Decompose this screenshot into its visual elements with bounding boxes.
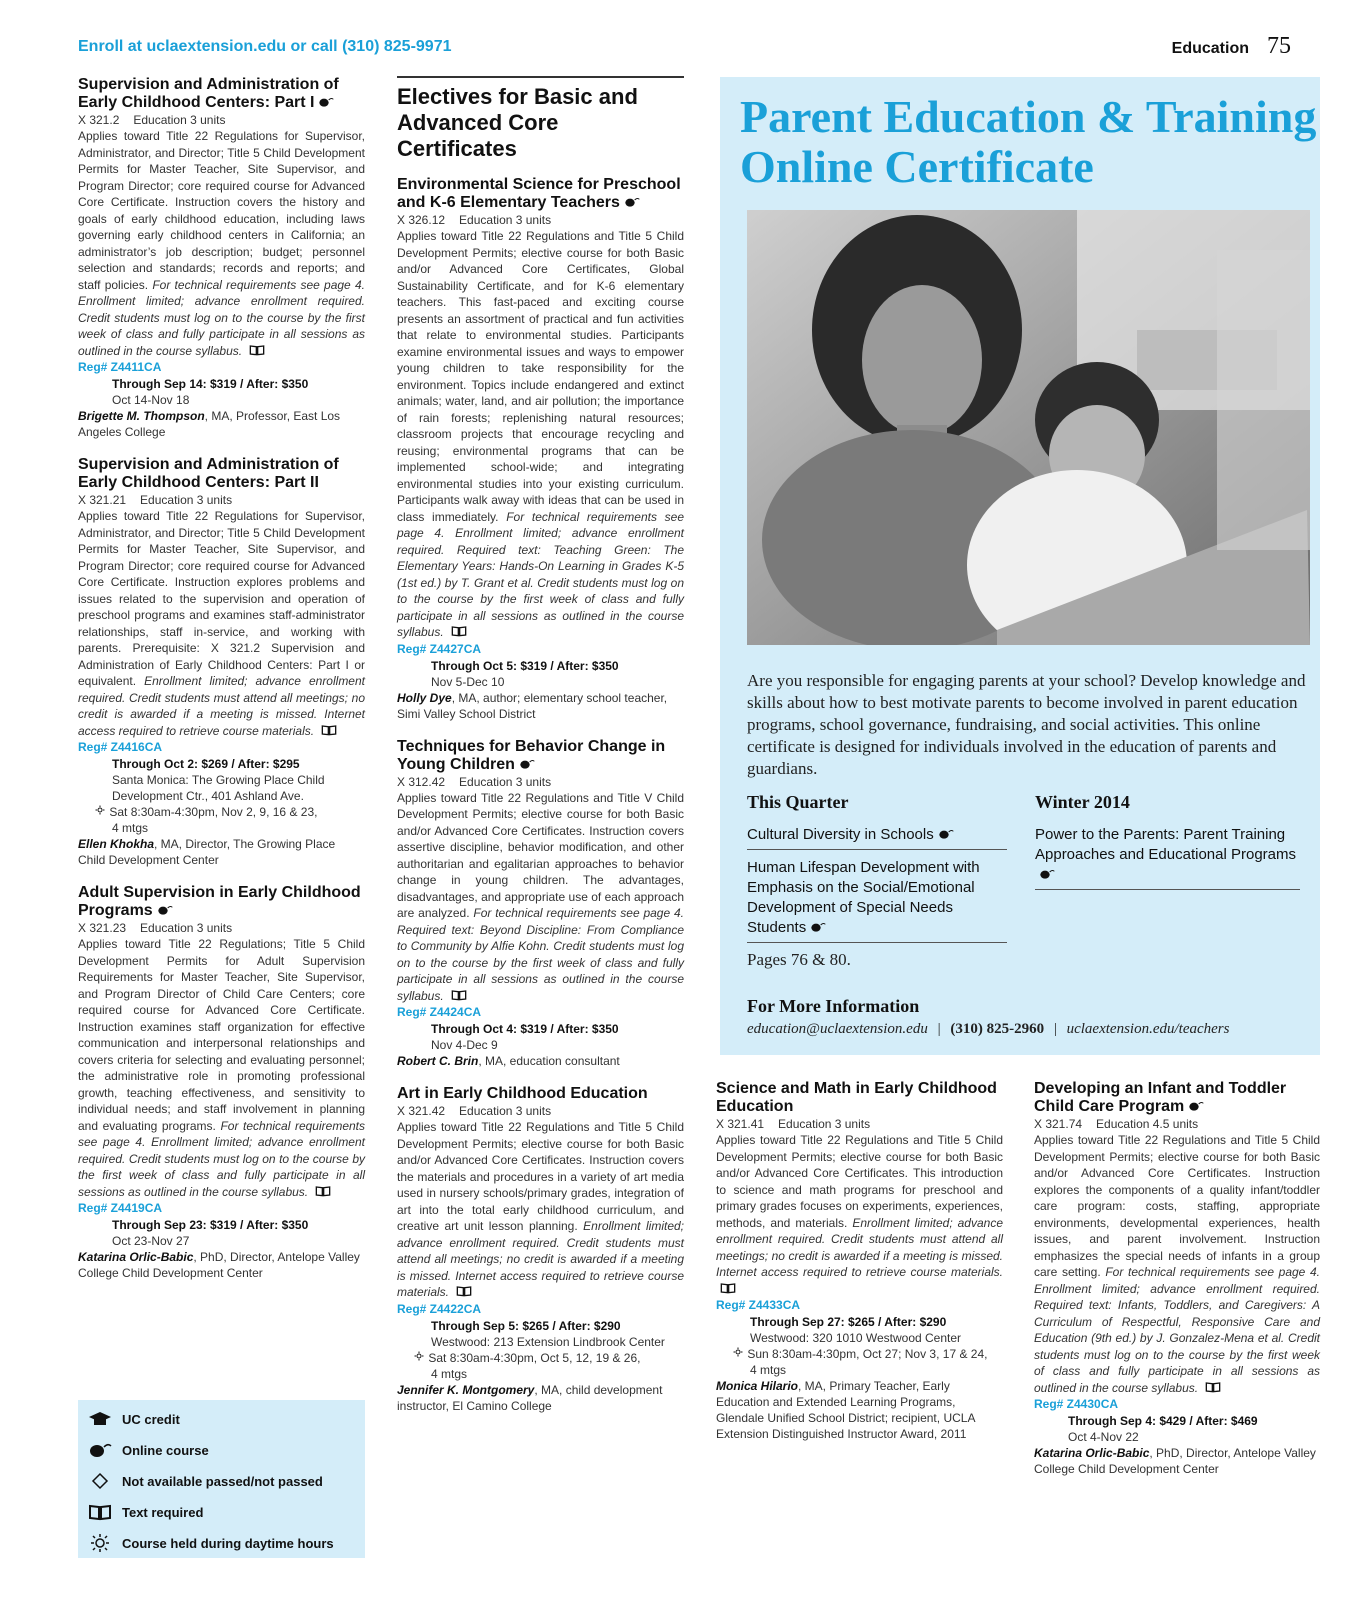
course-location: Santa Monica: The Growing Place Child Development Ctr., 401 Ashland Ave. (112, 773, 325, 803)
reg-number[interactable]: Reg# Z4422CA (397, 1301, 482, 1316)
mouse-icon (318, 95, 334, 107)
course-description (716, 1132, 1003, 1297)
course-entry (397, 738, 684, 1070)
price-line: Through Sep 23: $319 / After: $350 (112, 1218, 309, 1232)
page-header-right (1172, 33, 1291, 60)
book-icon (88, 1503, 112, 1521)
legend-item (88, 1441, 209, 1459)
course-dates: Nov 4-Dec 9 (431, 1038, 498, 1052)
book-icon (1205, 1381, 1221, 1393)
quarter-course-link[interactable] (747, 856, 1007, 943)
panel-photo (747, 210, 1310, 645)
electives-heading: Electives for Basic and Advanced Core Certificates (397, 84, 638, 161)
instructor-name: Jennifer K. Montgomery (397, 1382, 535, 1397)
course-entry (78, 884, 365, 1281)
course-number-line (78, 112, 365, 128)
course-entry (1034, 1080, 1320, 1477)
schedule-text: Sun 8:30am-4:30pm, Oct 27; Nov 3, 17 & 24, (747, 1347, 988, 1361)
reg-number[interactable]: Reg# Z4433CA (716, 1298, 801, 1312)
course-description (78, 936, 365, 1200)
book-icon (451, 989, 467, 1001)
course-desc-italic: For technical requirements see page 4. Required text: Beyond Discipline: From Compliance to Community by Alfie Kohn. Credit students must log on to the course by the first week of class and fully participate in all sessions as outlined in the course syllabus. (397, 906, 684, 1003)
course-title (397, 176, 684, 212)
price-line: Through Oct 2: $269 / After: $295 (112, 757, 300, 771)
course-desc-text: Applies toward Title 22 Regulations for Supervisor, Administrator, and Director; Title 5 Child Development Permits for Master Teacher, Site Supervisor, and Program Director; core required course for Advanced Core Certificate. Instruction covers the history and goals of early childhood education, including laws governing early childhood centers in California; an administrator’s job description; budget; personnel selection and standards; records and reports; and staff policies. (78, 129, 365, 292)
legend-label: UC credit (122, 1412, 180, 1427)
panel-title-line2: Online Certificate (740, 141, 1094, 192)
course-entry (716, 1080, 1003, 1442)
instructor-info: , MA, Professor, East Los Angeles College (78, 409, 341, 439)
instructor-name: Holly Dye (397, 690, 452, 705)
mouse-icon (1039, 866, 1055, 878)
course-units: Education 3 units (459, 774, 552, 789)
instructor (397, 1382, 684, 1414)
section-name: Education (1171, 40, 1249, 57)
book-icon (249, 344, 265, 356)
quarter-course-label: Human Lifespan Development with Emphasis on the Social/Emotional Development of Special Needs Students (747, 859, 980, 936)
instructor-info: , PhD, Director, Antelope Valley College Child Development Center (78, 1250, 360, 1280)
course-desc-italic: For technical requirements see page 4. Enrollment limited; advance enrollment required. Credit students must log on to the course by the first week of class and fully participate in all sessions as outlined in the course syllabus. (78, 277, 365, 358)
course-entry (397, 1085, 684, 1414)
course-title (78, 456, 365, 492)
legend-label: Course held during daytime hours (122, 1536, 334, 1551)
course-number-line (397, 212, 684, 228)
course-desc-italic: For technical requirements see page 4. Enrollment limited; advance enrollment required. Credit students must log on to the course by the first week of class and fully participate in all sessions as outlined in the course syllabus. (78, 1118, 365, 1199)
course-description (78, 508, 365, 739)
legend-item (88, 1472, 323, 1490)
course-title (716, 1080, 1003, 1116)
more-info (747, 996, 1310, 1038)
course-title-text: Supervision and Administration of Early Childhood Centers: Part I (78, 76, 339, 111)
course-description (78, 128, 365, 359)
course-title (78, 884, 365, 920)
course-units: Education 3 units (459, 1104, 552, 1118)
course-units: Education 3 units (778, 1117, 871, 1131)
course-number-line (1034, 1116, 1320, 1132)
photo-illustration (747, 210, 1310, 645)
reg-number[interactable]: Reg# Z4424CA (397, 1005, 482, 1019)
legend-label: Not available passed/not passed (122, 1474, 323, 1489)
course-units: Education 3 units (140, 493, 233, 507)
instructor-name: Katarina Orlic-Babic (78, 1250, 194, 1264)
course-description (397, 790, 684, 1005)
course-title-text: Supervision and Administration of Early Childhood Centers: Part II (78, 456, 339, 491)
email-link[interactable]: education@uclaextension.edu (747, 1021, 928, 1037)
course-number: X 321.2 (78, 113, 120, 127)
course-units: Education 3 units (140, 921, 233, 935)
instructor-info: , MA, child development instructor, El Camino College (397, 1382, 663, 1413)
meeting-count: 4 mtgs (112, 821, 149, 835)
course-number: X 321.74 (1034, 1117, 1083, 1131)
more-info-heading: For More Information (747, 996, 920, 1016)
phone-number: (310) 825-2960 (950, 1021, 1045, 1037)
section-rule (397, 76, 684, 78)
course-number: X 321.21 (78, 493, 127, 507)
reg-number[interactable]: Reg# Z4430CA (1034, 1397, 1119, 1411)
course-desc-text: Applies toward Title 22 Regulations and Title V Child Development Permits; elective course for both Basic and/or Advanced Core Certificates. Instruction covers assertive discipline, behavior modification, and other authoritarian and egalitarian approaches to behavior change in young children. The advantages, disadvantages, and appropriate use of each approach are analyzed. (397, 790, 684, 920)
mouse-icon (88, 1441, 112, 1459)
price-line: Through Sep 4: $429 / After: $469 (1068, 1414, 1258, 1428)
course-number-line (397, 1103, 684, 1119)
mouse-icon (1188, 1099, 1204, 1111)
course-schedule (94, 804, 365, 820)
course-desc-italic: Enrollment limited; advance enrollment required. Credit students must attend all meetings; no credit is awarded if a meeting is missed. Internet access required to retrieve course materials. (716, 1215, 1004, 1279)
mouse-icon (938, 826, 954, 838)
winter-heading: Winter 2014 (1035, 792, 1130, 812)
course-title (397, 738, 684, 774)
course-desc-text: Applies toward Title 22 Regulations for Supervisor, Administrator, and Director; Title 5 Child Development Permits for Master Teacher, Site Supervisor, and Program Director; core required course for Advanced Core Certificate. Instruction explores problems and issues related to the supervision and operation of preschool programs and examines staff-administrator relationships, staff in-service, and working with parents. Prerequisite: X 321.2 Supervision and Administration of Early Childhood Centers: Part I or equivalent. (78, 509, 365, 688)
schedule-text: Sat 8:30am-4:30pm, Oct 5, 12, 19 & 26, (428, 1350, 641, 1365)
diamond-icon (88, 1472, 112, 1490)
course-number-line (78, 920, 365, 936)
course-number: X 312.42 (397, 774, 446, 789)
winter-block (1035, 792, 1300, 890)
course-schedule (732, 1346, 1003, 1362)
book-icon (321, 724, 337, 736)
course-description (1034, 1132, 1320, 1396)
reg-number[interactable]: Reg# Z4419CA (78, 1201, 163, 1215)
instructor (78, 1249, 365, 1281)
book-icon (315, 1185, 331, 1197)
course-number: X 326.12 (397, 213, 446, 227)
course-units: Education 3 units (459, 213, 552, 227)
enroll-banner[interactable]: Enroll at uclaextension.edu or call (310) 825-9971 (78, 38, 452, 55)
course-location: Westwood: 213 Extension Lindbrook Center (431, 1334, 665, 1349)
mouse-icon (519, 757, 535, 769)
book-icon (451, 625, 467, 637)
legend-label: Text required (122, 1505, 204, 1520)
column-4 (1034, 1080, 1320, 1493)
column-2 (397, 76, 684, 1430)
course-description (397, 1119, 684, 1301)
website-link[interactable]: uclaextension.edu/teachers (1066, 1021, 1230, 1037)
instructor-info: , MA, author; elementary school teacher, Simi Valley School District (397, 690, 668, 721)
price-line: Through Sep 14: $319 / After: $350 (112, 377, 309, 391)
instructor-name: Robert C. Brin (397, 1054, 479, 1068)
sun-icon (88, 1534, 112, 1552)
sun-icon (732, 1347, 744, 1361)
meeting-count: 4 mtgs (431, 1366, 468, 1381)
schedule-text: Sat 8:30am-4:30pm, Nov 2, 9, 16 & 23, (109, 805, 318, 819)
price-line: Through Sep 27: $265 / After: $290 (750, 1315, 947, 1329)
panel-title-line1: Parent Education & Training (740, 91, 1317, 142)
course-description (397, 228, 684, 641)
course-dates: Oct 23-Nov 27 (112, 1234, 190, 1248)
course-title-text: Art in Early Childhood Education (397, 1085, 648, 1102)
reg-number[interactable]: Reg# Z4416CA (78, 740, 163, 754)
course-number-line (397, 774, 684, 790)
course-dates: Nov 5-Dec 10 (431, 674, 505, 689)
page-number: 75 (1267, 33, 1291, 59)
course-desc-italic: For technical requirements see page 4. Enrollment limited; advance enrollment required. Required text: Infants, Toddlers, and Caregivers: A Curriculum of Respectful, Responsive Care and Education (9th ed.) by J. Gonzalez-Mena et al. Credit students must log on to the course by the first week of class and fully participate in all sessions as outlined in the course syllabus. (1034, 1265, 1320, 1395)
quarter-course-link[interactable] (747, 823, 1007, 850)
instructor (397, 690, 684, 722)
course-entry (397, 176, 684, 722)
instructor (1034, 1445, 1320, 1477)
course-title-text: Environmental Science for Preschool and K-6 Elementary Teachers (397, 176, 681, 211)
course-desc-text: Applies toward Title 22 Regulations and Title 5 Child Development Permits; elective course for both Basic and/or Advanced Core Certificates. Instruction explores the components of a quality infant/toddler care program: costs, staffing, appropriate environments, developmental experiences, health issues, and parent involvement. Instruction emphasizes the special needs of infants in a group care setting. (1034, 1133, 1320, 1279)
instructor-info: , MA, education consultant (478, 1054, 620, 1068)
course-title-text: Techniques for Behavior Change in Young Children (397, 737, 666, 773)
book-icon (720, 1282, 736, 1294)
course-number: X 321.42 (397, 1104, 446, 1118)
course-desc-italic: For technical requirements see page 4. Enrollment limited; advance enrollment required. Required text: Teaching Green: The Elementary Years: Hands-On Learning in Grades K-5 (1st ed.) by T. Grant et al. Credit students must log on to the course by the first week of class and fully participate in all sessions as outlined in the course syllabus. (397, 509, 684, 639)
this-quarter-block (747, 792, 1007, 971)
course-title-text: Developing an Infant and Toddler Child Care Program (1034, 1080, 1287, 1115)
course-title (397, 1085, 684, 1103)
price-line: Through Sep 5: $265 / After: $290 (431, 1318, 621, 1333)
legend-box (78, 1400, 365, 1558)
panel-description: Are you responsible for engaging parents at your school? Develop knowledge and skills about how to best motivate parents to become involved in parent education programs, school governance, fundraising, and social activities. This online certificate is designed for individuals involved in the education of parents and guardians. (747, 671, 1306, 778)
instructor-name: Katarina Orlic-Babic (1034, 1446, 1150, 1460)
panel-title (740, 92, 1320, 192)
course-title (1034, 1080, 1320, 1116)
course-number-line (78, 492, 365, 508)
pages-reference: Pages 76 & 80. (747, 950, 851, 969)
course-number: X 321.23 (78, 921, 127, 935)
price-line: Through Oct 4: $319 / After: $350 (431, 1022, 619, 1036)
course-desc-italic: Enrollment limited; advance enrollment required. Credit students must attend all meetings; no credit is awarded if a meeting is missed. Internet access required to retrieve course materials. (78, 674, 365, 738)
course-schedule (413, 1350, 684, 1366)
meeting-count: 4 mtgs (750, 1363, 787, 1377)
mouse-icon (157, 903, 173, 915)
course-dates: Oct 4-Nov 22 (1068, 1430, 1139, 1444)
graduation-cap-icon (88, 1410, 112, 1428)
column-1 (78, 76, 365, 1297)
legend-item (88, 1503, 203, 1521)
legend-item (88, 1534, 334, 1552)
instructor (397, 1053, 684, 1069)
reg-number[interactable]: Reg# Z4427CA (397, 641, 482, 656)
instructor (78, 836, 365, 868)
legend-label: Online course (122, 1443, 209, 1458)
price-line: Through Oct 5: $319 / After: $350 (431, 658, 619, 673)
instructor-name: Monica Hilario (716, 1379, 799, 1393)
course-entry (78, 456, 365, 868)
course-location: Westwood: 320 1010 Westwood Center (750, 1331, 962, 1345)
instructor-name: Ellen Khokha (78, 837, 155, 851)
reg-number[interactable]: Reg# Z4411CA (78, 360, 162, 374)
course-number-line (716, 1116, 1003, 1132)
this-quarter-heading: This Quarter (747, 792, 849, 812)
winter-course-label: Power to the Parents: Parent Training Approaches and Educational Programs (1035, 826, 1296, 863)
course-number: X 321.41 (716, 1117, 765, 1131)
instructor (78, 408, 365, 440)
instructor-info: , MA, Primary Teacher, Early Education and Extended Learning Programs, Glendale Unified School District; recipient, UCLA Extension Distinguished Instructor Award, 2011 (716, 1379, 975, 1441)
book-icon (456, 1285, 472, 1297)
legend-item (88, 1410, 180, 1428)
quarter-course-label: Cultural Diversity in Schools (747, 826, 934, 843)
course-desc-text: Applies toward Title 22 Regulations; Title 5 Child Development Permits for Adult Supervision Requirements for Master Teacher, Site Supervisor, and Program Director of Child Care Centers; core required course for Advanced Core Certificate. Instruction examines staff organization for effective communication and interpersonal relationships and covers criteria for selecting and evaluating personnel; the administrative role in promoting professional growth, teaching effectiveness, and sensitivity to individual needs; and staff involvement in planning and evaluating programs. (78, 937, 365, 1133)
separator: | (1053, 1021, 1057, 1037)
instructor-info: , MA, Director, The Growing Place Child Development Center (78, 837, 336, 867)
mouse-icon (810, 919, 826, 931)
instructor (716, 1378, 1003, 1442)
course-desc-text: Applies toward Title 22 Regulations and Title 5 Child Development Permits; elective course for both Basic and/or Advanced Core Certificates. This introduction to science and math programs for preschool and primary grades focuses on experiments, experiences, methods, and materials. (716, 1133, 1003, 1230)
sun-icon (413, 1351, 425, 1365)
course-units: Education 4.5 units (1096, 1117, 1199, 1131)
course-desc-text: Applies toward Title 22 Regulations and Title 5 Child Development Permits; elective course for both Basic and/or Advanced Core Certificates, Global Sustainability Certificate, and for K-6 elementary teachers. This fast-paced and exciting course presents an assortment of practical and fun activities that relate to environmental studies. Participants examine environmental issues and ways to empower young children to take responsibility for the environment. Topics include endangered and extinct animals; water, land, and air pollution; the importance of rain forests; replenishing natural resources; classroom projects that encourage recycling and reusing; environmental programs that can be implemented school-wide; and integrating environmental studies into your existing curriculum. Participants walk away with ideas that can be used in class immediately. (397, 229, 684, 524)
course-dates: Oct 14-Nov 18 (112, 393, 190, 407)
course-units: Education 3 units (133, 113, 226, 127)
more-info-contacts (747, 1021, 1310, 1038)
instructor-name: Brigette M. Thompson (78, 409, 205, 423)
course-title-text: Adult Supervision in Early Childhood Programs (78, 884, 361, 919)
course-entry (78, 76, 365, 440)
sun-icon (94, 805, 106, 819)
instructor-info: , PhD, Director, Antelope Valley College Child Development Center (1034, 1446, 1316, 1476)
course-desc-text: Applies toward Title 22 Regulations and Title 5 Child Development Permits; elective course for both Basic and/or Advanced Core Certificates. Instruction covers the materials and procedures in a variety of art media used in nursery schools/primary grades, integration of art into the total early childhood curriculum, and creative art unit lesson planning. (397, 1120, 684, 1233)
mouse-icon (624, 195, 640, 207)
separator: | (937, 1021, 941, 1037)
course-title-text: Science and Math in Early Childhood Education (716, 1080, 997, 1115)
course-title (78, 76, 365, 112)
column-3 (716, 1080, 1003, 1458)
winter-course-link[interactable] (1035, 823, 1300, 890)
course-desc-italic: Enrollment limited; advance enrollment required. Credit students must attend all meetings; no credit is awarded if a meeting is missed. Internet access required to retrieve course materials. (397, 1219, 684, 1299)
